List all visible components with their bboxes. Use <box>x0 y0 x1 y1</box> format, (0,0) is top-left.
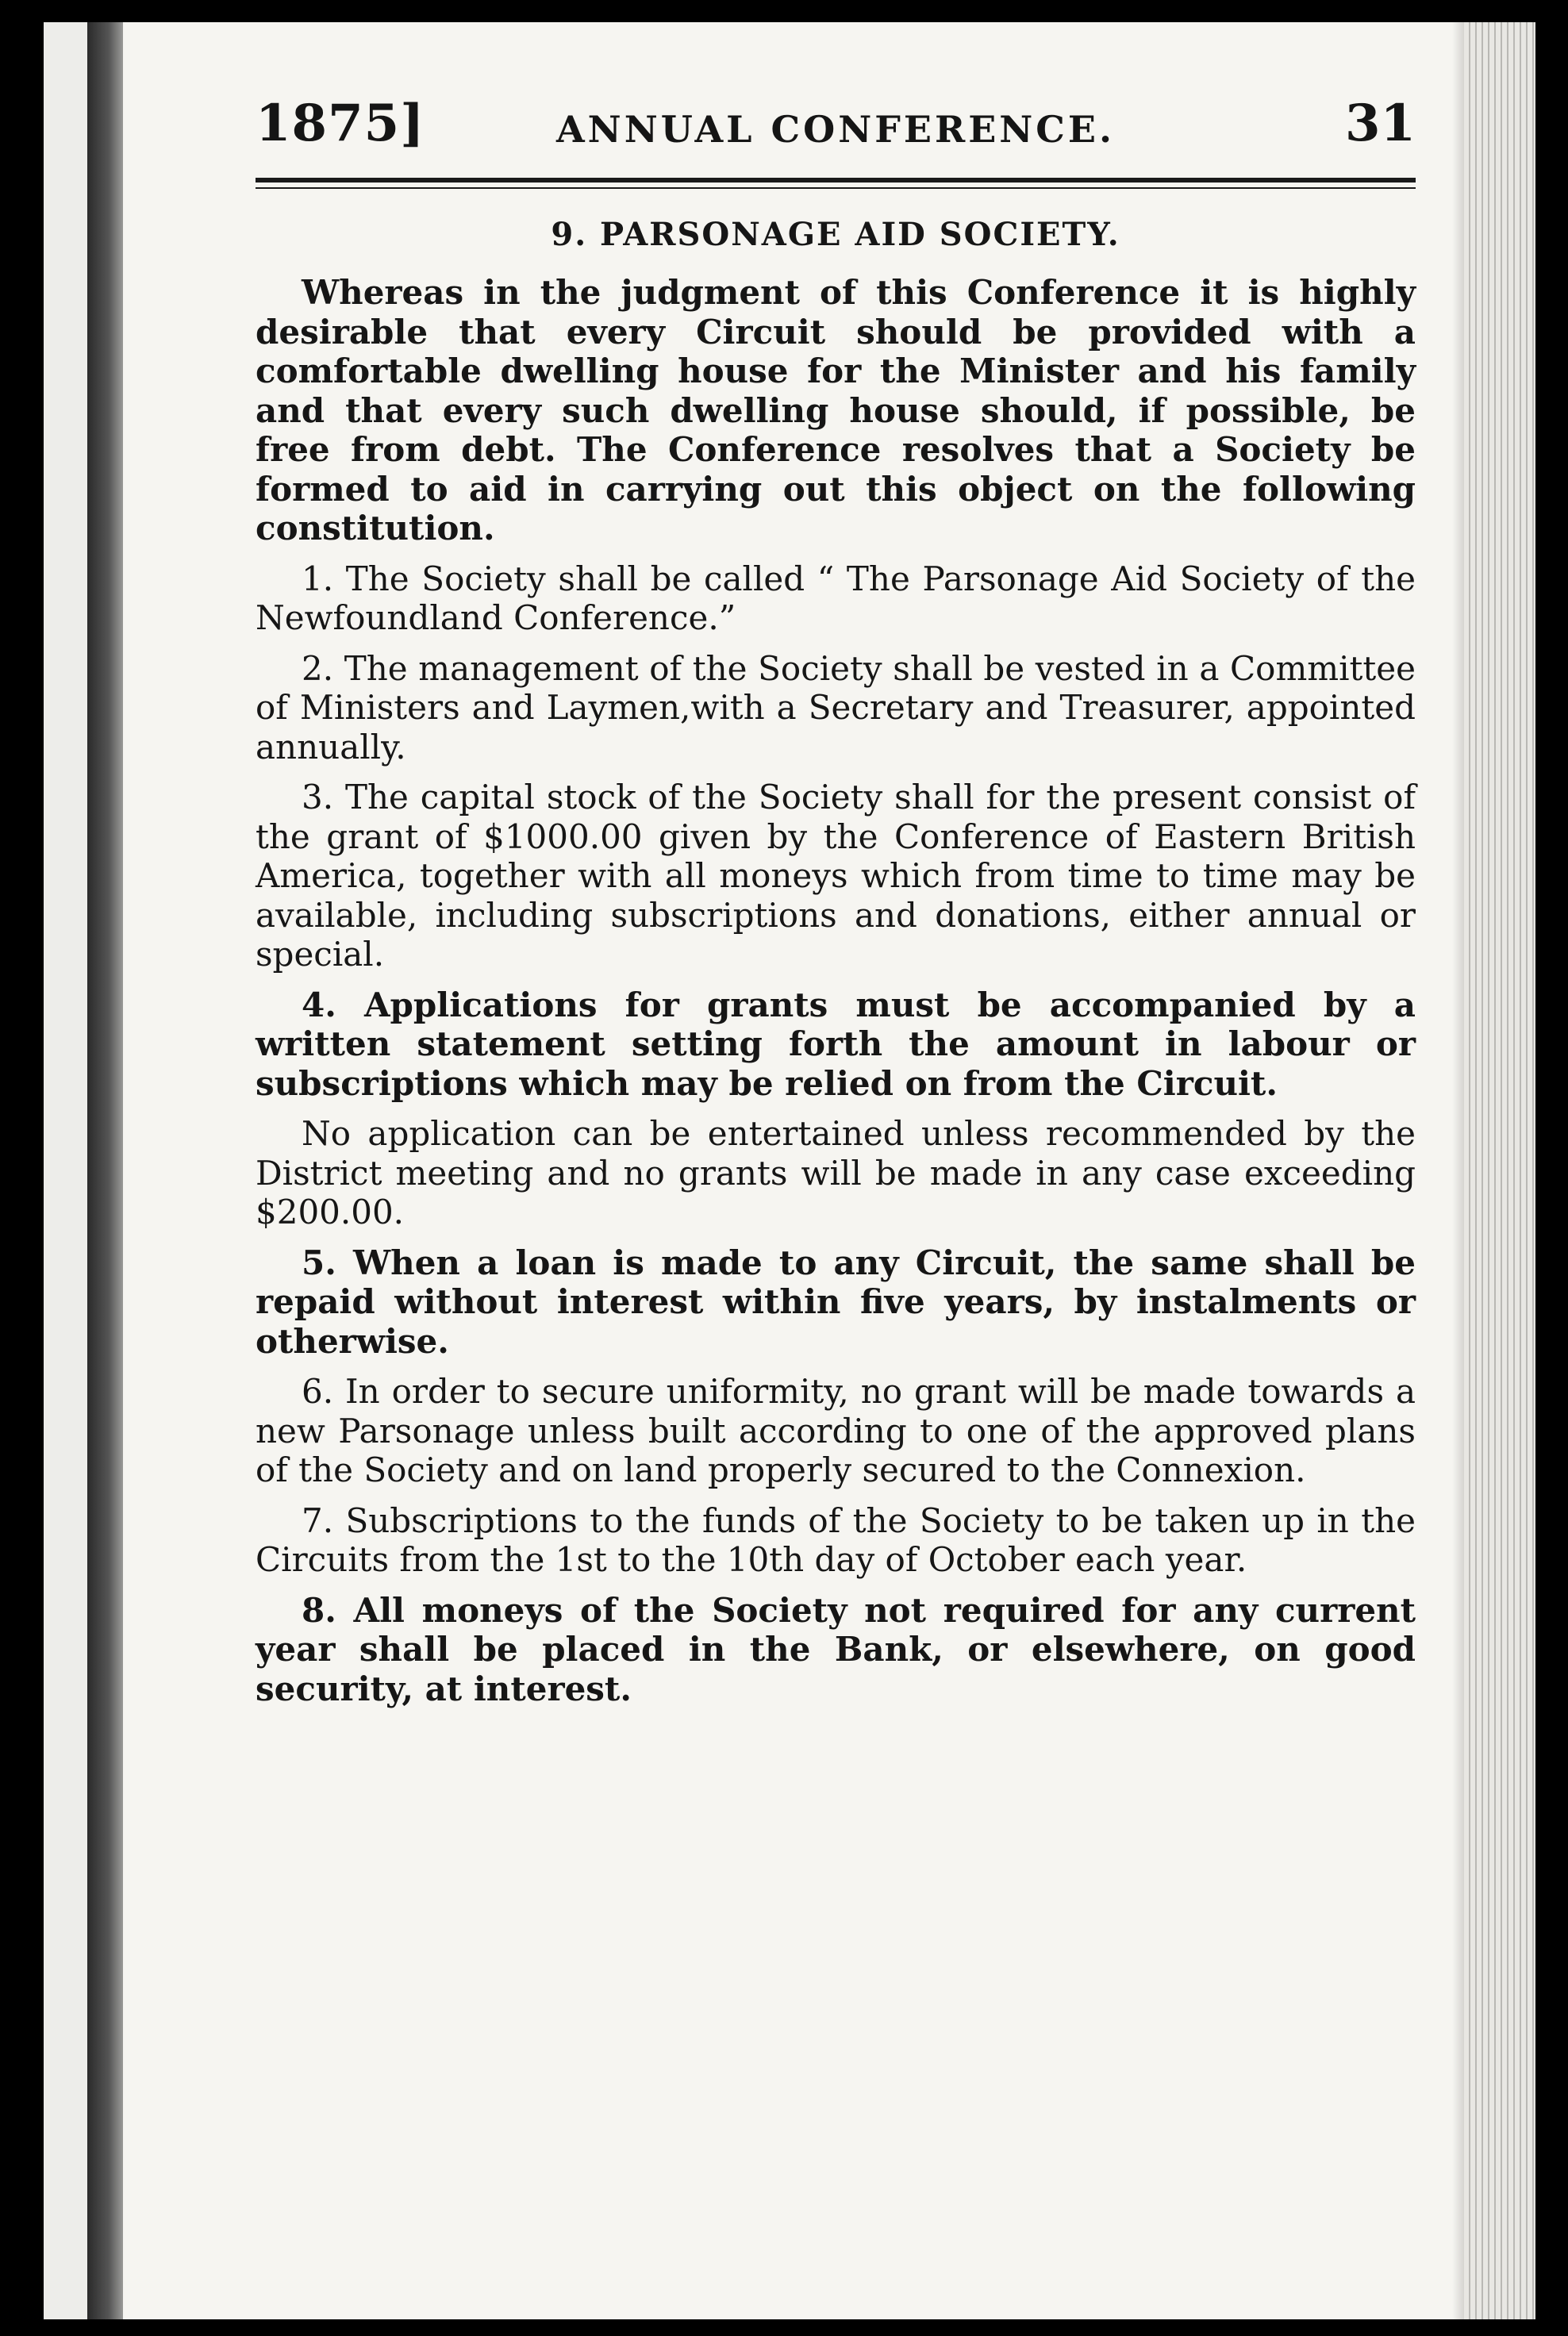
book-binding-shadow <box>87 22 123 2319</box>
running-head-title: ANNUAL CONFERENCE. <box>555 108 1115 151</box>
page-number: 31 <box>1344 94 1416 153</box>
section-title: 9. PARSONAGE AID SOCIETY. <box>551 216 1120 253</box>
page-left-margin <box>44 22 87 2319</box>
running-head <box>256 94 1416 165</box>
header-rule-thin <box>256 187 1416 189</box>
article-5-paragraph: 5. When a loan is made to any Circuit, the same shall be repaid without interest within five years, by instalments or otherwise. <box>256 1243 1416 1361</box>
article-7-paragraph: 7. Subscriptions to the funds of the Society to be taken up in the Circuits from the 1st to the 10th day of October each year. <box>256 1500 1416 1579</box>
article-3-paragraph: 3. The capital stock of the Society shall for the present consist of the grant of $1000.00 given by the Conference of Eastern British America, together with all moneys which from time to time may be available, including subscriptions and donations, either annual or special. <box>256 778 1416 974</box>
article-4-continuation-paragraph: No application can be entertained unless recommended by the District meeting and no grants will be made in any case exceeding $200.00. <box>256 1114 1416 1231</box>
article-1-paragraph: 1. The Society shall be called “ The Parsonage Aid Society of the Newfoundland Conference.” <box>256 559 1416 637</box>
article-2-paragraph: 2. The management of the Society shall be vested in a Committee of Ministers and Laymen,with a Secretary and Treasurer, appointed annually. <box>256 648 1416 766</box>
article-6-paragraph: 6. In order to secure uniformity, no grant will be made towards a new Parsonage unless built according to one of the approved plans of the Society and on land properly secured to the Connexion. <box>256 1372 1416 1489</box>
header-rule-thick <box>256 178 1416 182</box>
page-body <box>256 214 1416 1708</box>
article-8-paragraph: 8. All moneys of the Society not required for any current year shall be placed in the Bank, or elsewhere, on good security, at interest. <box>256 1590 1416 1708</box>
preamble-paragraph: Whereas in the judgment of this Conference it is highly desirable that every Circuit should be provided with a comfortable dwelling house for the Minister and his family and that every such dwelling house should, if possible, be free from debt. The Conference resolves that a Society be formed to aid in carrying out this object on the following constitution. <box>256 273 1416 548</box>
stacked-page-edges <box>1464 22 1535 2319</box>
running-head-year: 1875] <box>256 94 425 153</box>
article-4-paragraph: 4. Applications for grants must be accompanied by a written statement setting forth the amount in labour or subscriptions which may be relied on from the Circuit. <box>256 985 1416 1103</box>
